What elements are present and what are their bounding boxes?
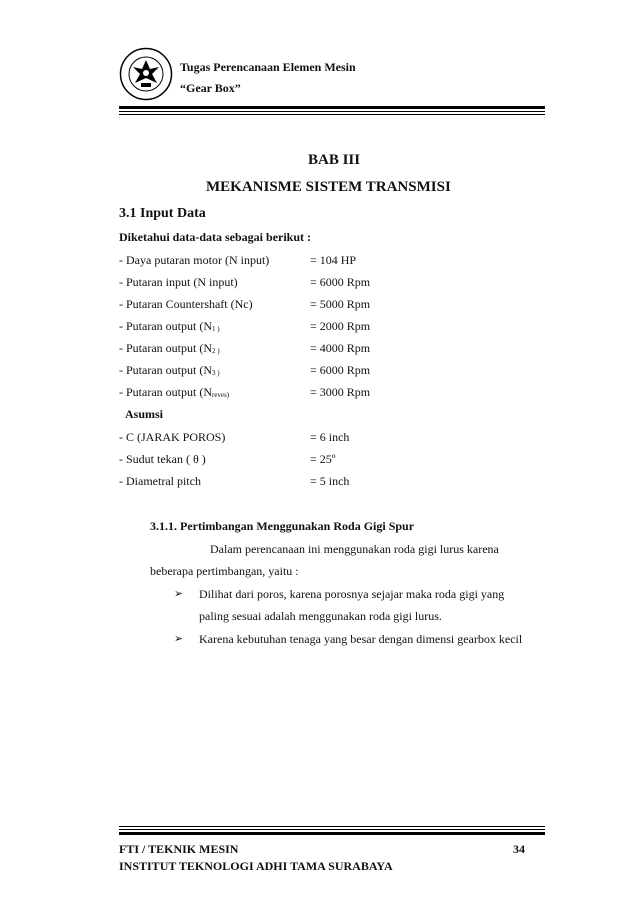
- asumsi-heading: Asumsi: [125, 407, 164, 421]
- chapter-title: MEKANISME SISTEM TRANSMISI: [206, 179, 451, 195]
- footer-institution: INSTITUT TEKNOLOGI ADHI TAMA SURABAYA: [119, 859, 393, 873]
- header-rule-thin: [119, 111, 545, 112]
- asumsi-row-value: = 25º: [310, 452, 336, 466]
- data-row-value: = 6000 Rpm: [310, 275, 371, 289]
- header-title: Tugas Perencanaan Elemen Mesin: [180, 60, 356, 74]
- header-subtitle: “Gear Box”: [180, 81, 241, 95]
- section-heading: 3.1 Input Data: [119, 206, 206, 221]
- footer-rule-thin-2: [119, 829, 545, 830]
- data-row-value: = 4000 Rpm: [310, 341, 371, 355]
- asumsi-row-value: = 5 inch: [310, 474, 350, 488]
- data-row-label: - Putaran output (N3 ): [119, 363, 220, 377]
- institute-logo-icon: [119, 47, 173, 101]
- data-row-label: - Putaran input (N input): [119, 275, 238, 289]
- asumsi-row-value: = 6 inch: [310, 430, 350, 444]
- arrow-bullet-icon: ➢: [174, 588, 184, 600]
- footer-rule-thin: [119, 826, 545, 827]
- data-row-value: = 5000 Rpm: [310, 297, 371, 311]
- paragraph-line: beberapa pertimbangan, yaitu :: [150, 564, 299, 578]
- data-row-label: - Putaran output (N2 ): [119, 341, 220, 355]
- footer-department: FTI / TEKNIK MESIN: [119, 842, 239, 856]
- section-intro: Diketahui data-data sebagai berikut :: [119, 230, 312, 244]
- asumsi-row-label: - Sudut tekan ( θ ): [119, 452, 206, 466]
- chapter-number: BAB III: [308, 152, 361, 168]
- subsection-heading: 3.1.1. Pertimbangan Menggunakan Roda Gigi Spur: [150, 519, 415, 533]
- data-row-label: - Daya putaran motor (N input): [119, 253, 270, 267]
- paragraph-line: Dalam perencanaan ini menggunakan roda gigi lurus karena: [210, 542, 499, 556]
- page-number: 34: [513, 842, 525, 856]
- asumsi-row-label: - C (JARAK POROS): [119, 430, 226, 444]
- data-row-value: = 104 HP: [310, 253, 357, 267]
- data-row-label: - Putaran output (Nreves): [119, 385, 230, 399]
- asumsi-row-label: - Diametral pitch: [119, 474, 201, 488]
- header-rule-thin-2: [119, 114, 545, 115]
- bullet-line: Karena kebutuhan tenaga yang besar dengan dimensi gearbox kecil: [199, 632, 523, 646]
- bullet-line: Dilihat dari poros, karena porosnya sejajar maka roda gigi yang: [199, 587, 505, 601]
- data-row-label: - Putaran output (N1 ): [119, 319, 220, 333]
- bullet-line: paling sesuai adalah menggunakan roda gigi lurus.: [199, 609, 442, 623]
- data-row-value: = 2000 Rpm: [310, 319, 371, 333]
- arrow-bullet-icon: ➢: [174, 633, 184, 645]
- data-row-value: = 6000 Rpm: [310, 363, 371, 377]
- data-row-value: = 3000 Rpm: [310, 385, 371, 399]
- footer-rule-thick: [119, 832, 545, 835]
- header-rule-thick: [119, 106, 545, 109]
- data-row-label: - Putaran Countershaft (Nc): [119, 297, 253, 311]
